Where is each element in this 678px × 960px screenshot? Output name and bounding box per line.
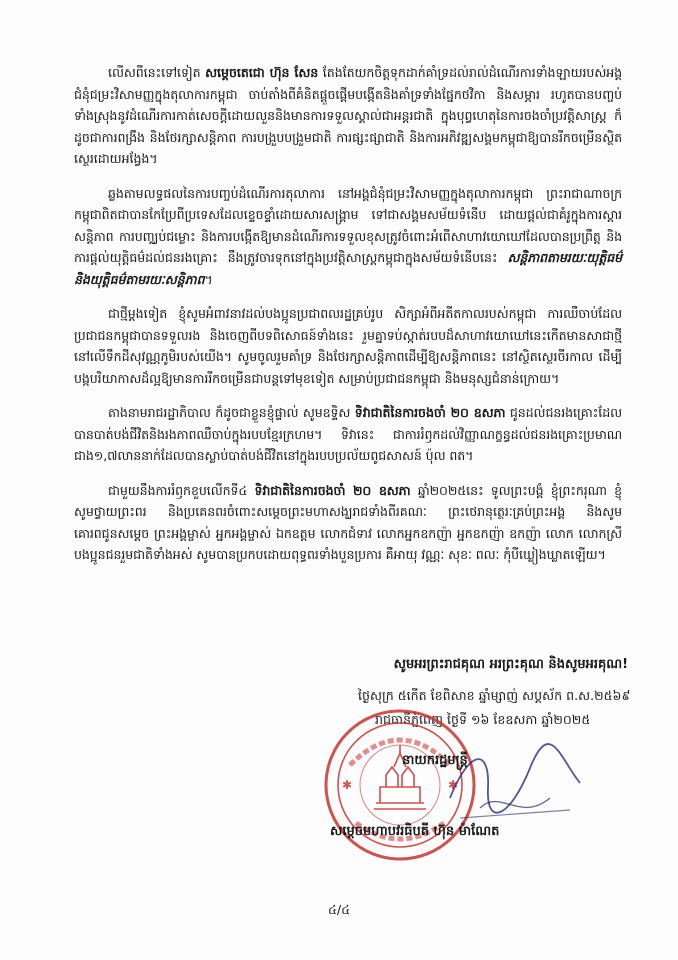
emphasized-text: សន្តិភាពតាមរយៈយុត្តិធម៌ និងយុត្តិធម៌តាមរយៈសន្តិភាព	[74, 250, 622, 287]
paragraph	[74, 402, 622, 467]
emphasized-text: ទិវាជាតិនៃការចងចាំ ២០ ឧសភា	[254, 482, 411, 498]
lunar-date: ថ្ងៃសុក្រ ៥កើត ខែពិសាខ ឆ្នាំម្សាញ់ សប្តស័ក ព.ស.២៥៦៩	[358, 688, 631, 703]
text-segment: តាងនាមរាជរដ្ឋាភិបាល ក៏ដូចជាខ្លួនខ្ញុំផ្ទាល់ សូមឧទ្ទិស	[108, 405, 355, 420]
signer-title: នាយករដ្ឋមន្ត្រី	[402, 753, 468, 768]
svg-text:✱: ✱	[342, 778, 353, 792]
paragraph	[74, 480, 622, 566]
signer-name: សម្តេចមហាបវរធិបតី ហ៊ុន ម៉ាណែត	[330, 824, 500, 839]
emphasized-text: សម្តេចតេជោ ហ៊ុន សែន	[205, 65, 319, 80]
text-segment: ជាថ្មីម្តងទៀត ខ្ញុំសូមអំពាវនាវដល់បងប្អូនប្រជាពលរដ្ឋគ្រប់រូប សិក្សាអំពីអតីតកាលរបស់កម្ពុជា ការឈឺចាប់ដែលប្រជាជនកម្ពុជាបានទទួលរង និងចេញពីបទពិសោធន៍ទាំងនេះ រួមគ្នាទប់ស្កាត់របបដ៏សាហាវយោឃៅនេះកើតមានសាជាថ្មីនៅលើទឹកដីសុវណ្ណភូមិរបស់យើង។ សូមចូលរួមគាំទ្រ និងថែរក្សាសន្តិភាពដើម្បីឱ្យសន្តិភាពនេះ នៅស្ថិតស្ថេរចីរកាល ដើម្បីបង្កបរិយាកាសដ៏ល្អឱ្យមានការរីកចម្រើនជាបន្តទៅមុខទៀត សម្រាប់ប្រជាជនកម្ពុជា និងមនុស្សជំនាន់ក្រោយ។	[74, 306, 622, 386]
text-segment: ឆ្លងតាមលទ្ធផលនៃការបញ្ចប់ដំណើរការតុលាការ នៅអង្គជំនុំជម្រះវិសាមញ្ញក្នុងតុលាការកម្ពុជា ព្រះរាជាណាចក្រកម្ពុជាពិតជាបានកែប្រែពីប្រទេសដែលខ្ទេចខ្ទាំដោយសារសង្គ្រាម ទៅជាសង្គមសម័យទំនើប ដោយផ្តល់ជាគំរូក្នុងការស្តារសន្តិភាព ការបញ្ឈប់ជម្លោះ និងការបង្កើតឱ្យមានដំណើរការទទួលខុសត្រូវចំពោះអំពើសាហាវយោឃៅដែលបានប្រព្រឹត្ត និងការផ្តល់យុត្តិធម៌ដល់ជនរងគ្រោះ នឹងត្រូវចារទុកនៅក្នុងប្រវត្តិសាស្ត្រកម្ពុជាក្នុងសម័យទំនើបនេះ	[74, 185, 622, 265]
emphasized-text: ទិវាជាតិនៃការចងចាំ ២០ ឧសភា	[354, 405, 506, 420]
handwritten-signature	[440, 728, 590, 838]
paragraph	[74, 62, 622, 170]
solar-date: រាជធានីភ្នំពេញ ថ្ងៃទី ១៦ ខែឧសភា ឆ្នាំ២០២៥	[375, 712, 591, 727]
paragraph	[74, 183, 622, 291]
paragraph	[74, 303, 622, 389]
text-segment: ឆ្នាំ២០២៥នេះ ទូលព្រះបង្គំ ខ្ញុំព្រះករុណា ខ្ញុំ សូមថ្វាយព្រះពរ និងប្រគេនពរចំពោះសម្តេចព្រះមហាសង្ឃរាជទាំងពីរគណៈ ព្រះថេរានុត្ថេរៈគ្រប់ព្រះអង្គ និងសូមគោរពជូនសម្តេច ព្រះអង្គម្ចាស់ អ្នកអង្គម្ចាស់ ឯកឧត្តម លោកជំទាវ លោកអ្នកឧកញ៉ា អ្នកឧកញ៉ា ឧកញ៉ា លោក លោកស្រី បងប្អូនជនរួមជាតិទាំងអស់ សូមបានប្រកបដោយពុទ្ធពរទាំងបួនប្រការ គឺអាយុ វណ្ណៈ សុខៈ ពលៈ កុំបីឃ្លៀងឃ្លាតឡើយ។	[74, 482, 622, 562]
text-segment: តែងតែយកចិត្តទុកដាក់គាំទ្រដល់រាល់ដំណើរការទាំងឡាយរបស់អង្គជំនុំជម្រះវិសាមញ្ញក្នុងតុលាការកម្ពុជា ចាប់តាំងពីគំនិតផ្តួចផ្តើមបង្កើតនិងគាំទ្រទាំងផ្នែកថវិកា និងសម្ភារ រហូតបានបញ្ចប់ទាំងស្រុងនូវដំណើរការកាត់សេចក្តីដោយលួននិងមានការទទួលស្គាល់ជាអន្តរជាតិ ក្នុងបុព្វហេតុនៃការចងចាំប្រវត្តិសាស្ត្រ ក៏ដូចជាការពង្រឹង និងថែរក្សាសន្តិភាព ការបង្រួបបង្រួមជាតិ ការផ្សះផ្សាជាតិ និងការអភិវឌ្ឍសង្គមកម្ពុជាឱ្យបានរីកចម្រើនស្ថិតស្ថេរដោយអង្វែង។	[74, 65, 623, 166]
text-segment: លើសពីនេះទៅទៀត	[108, 65, 206, 80]
letter-body	[74, 62, 622, 579]
text-segment: ។	[204, 271, 213, 287]
text-segment: ជាមួយនឹងការរំឭកខួបលើកទី៤	[108, 482, 255, 498]
closing-line: សូមអរព្រះរាជគុណ អរព្រះគុណ និងសូមអរគុណ!	[393, 657, 628, 672]
page-number: ៤/៤	[327, 902, 351, 917]
text-segment: ជូនដល់ជនរងគ្រោះដែលបានបាត់បង់ជីវិតនិងរងភាពឈឺចាប់ក្នុងរបបខ្មែរក្រហម។ ទិវានេះ ជាការរំឭកដល់វិញ្ញាណក្ខន្ធដល់ជនរងគ្រោះប្រមាណជាង១,៧លាននាក់ដែលបានស្លាប់បាត់បង់ជីវិតនៅក្នុងរបបប្រល័យពូជសាសន៍ ប៉ុល ពត។	[74, 405, 622, 463]
svg-text:✱: ✱	[448, 778, 459, 792]
